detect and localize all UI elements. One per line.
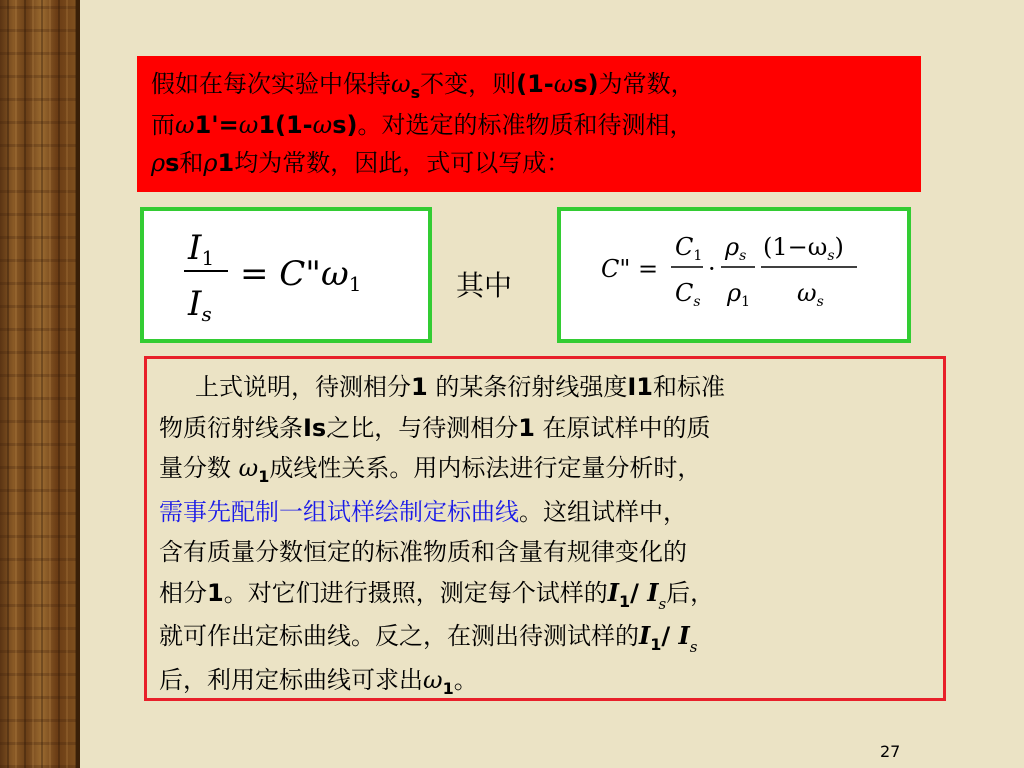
eq-right-f2-num: $\rho_s$ xyxy=(725,233,747,264)
eq-right-f3-num: $(1-\omega_s)$ xyxy=(763,233,844,264)
eq-right-f2-den: $\rho_1$ xyxy=(727,279,751,310)
intro-line-2: 而ω1'=ω1(1-ωs)。对选定的标准物质和待测相， xyxy=(151,111,694,139)
text-line-8: 后，利用定标曲线可求出$\omega_1$。 xyxy=(159,665,478,698)
page-number: 27 xyxy=(880,742,901,761)
eq-right-dot: · xyxy=(708,255,716,283)
text-line-5: 含有质量分数恒定的标准物质和含量有规律变化的 xyxy=(159,538,687,566)
eq-right-f3-den: $\omega_s$ xyxy=(797,279,824,310)
text-line-6: 相分1。对它们进行摄照，测定每个试样的$I_1/$ $I_s$后， xyxy=(159,577,715,613)
text-line-7: 就可作出定标曲线。反之，在测出待测试样的$I_1/$ $I_s$ xyxy=(159,621,698,656)
equation-left-box xyxy=(140,207,432,343)
explanation-box xyxy=(144,356,946,701)
intro-line-3: ρs和ρ1均为常数，因此，式可以写成： xyxy=(151,149,571,177)
eq-right-lhs: C" = xyxy=(601,255,659,283)
equation-right xyxy=(561,211,907,339)
where-label: 其中 xyxy=(456,269,513,302)
text-line-2: 物质衍射线条Is之比，与待测相分1 在原试样中的质 xyxy=(159,413,711,442)
text-line-3: 量分数 $\omega_1$成线性关系。用内标法进行定量分析时， xyxy=(159,454,702,486)
eq-left-num: I1 xyxy=(188,228,215,270)
wood-sidebar xyxy=(0,0,76,768)
eq-left-rhs: = C"ω1 xyxy=(240,254,362,296)
equation-left xyxy=(144,211,428,339)
eq-right-f1-den: $C_s$ xyxy=(675,279,701,310)
text-line-4: 需事先配制一组试样绘制定标曲线。这组试样中， xyxy=(159,497,687,526)
intro-line-1: 假如在每次实验中保持$\omega_s$不变，则(1-ωs)为常数， xyxy=(151,70,695,102)
intro-red-box xyxy=(137,56,921,192)
highlighted-phrase: 需事先配制一组试样绘制定标曲线 xyxy=(159,497,519,526)
equation-right-box xyxy=(557,207,911,343)
eq-left-den: Is xyxy=(188,284,212,326)
text-line-1: 上式说明，待测相分1 的某条衍射线强度I1和标准 xyxy=(195,373,725,401)
eq-right-f1-num: $C_1$ xyxy=(675,233,703,264)
sidebar-divider xyxy=(76,0,80,768)
